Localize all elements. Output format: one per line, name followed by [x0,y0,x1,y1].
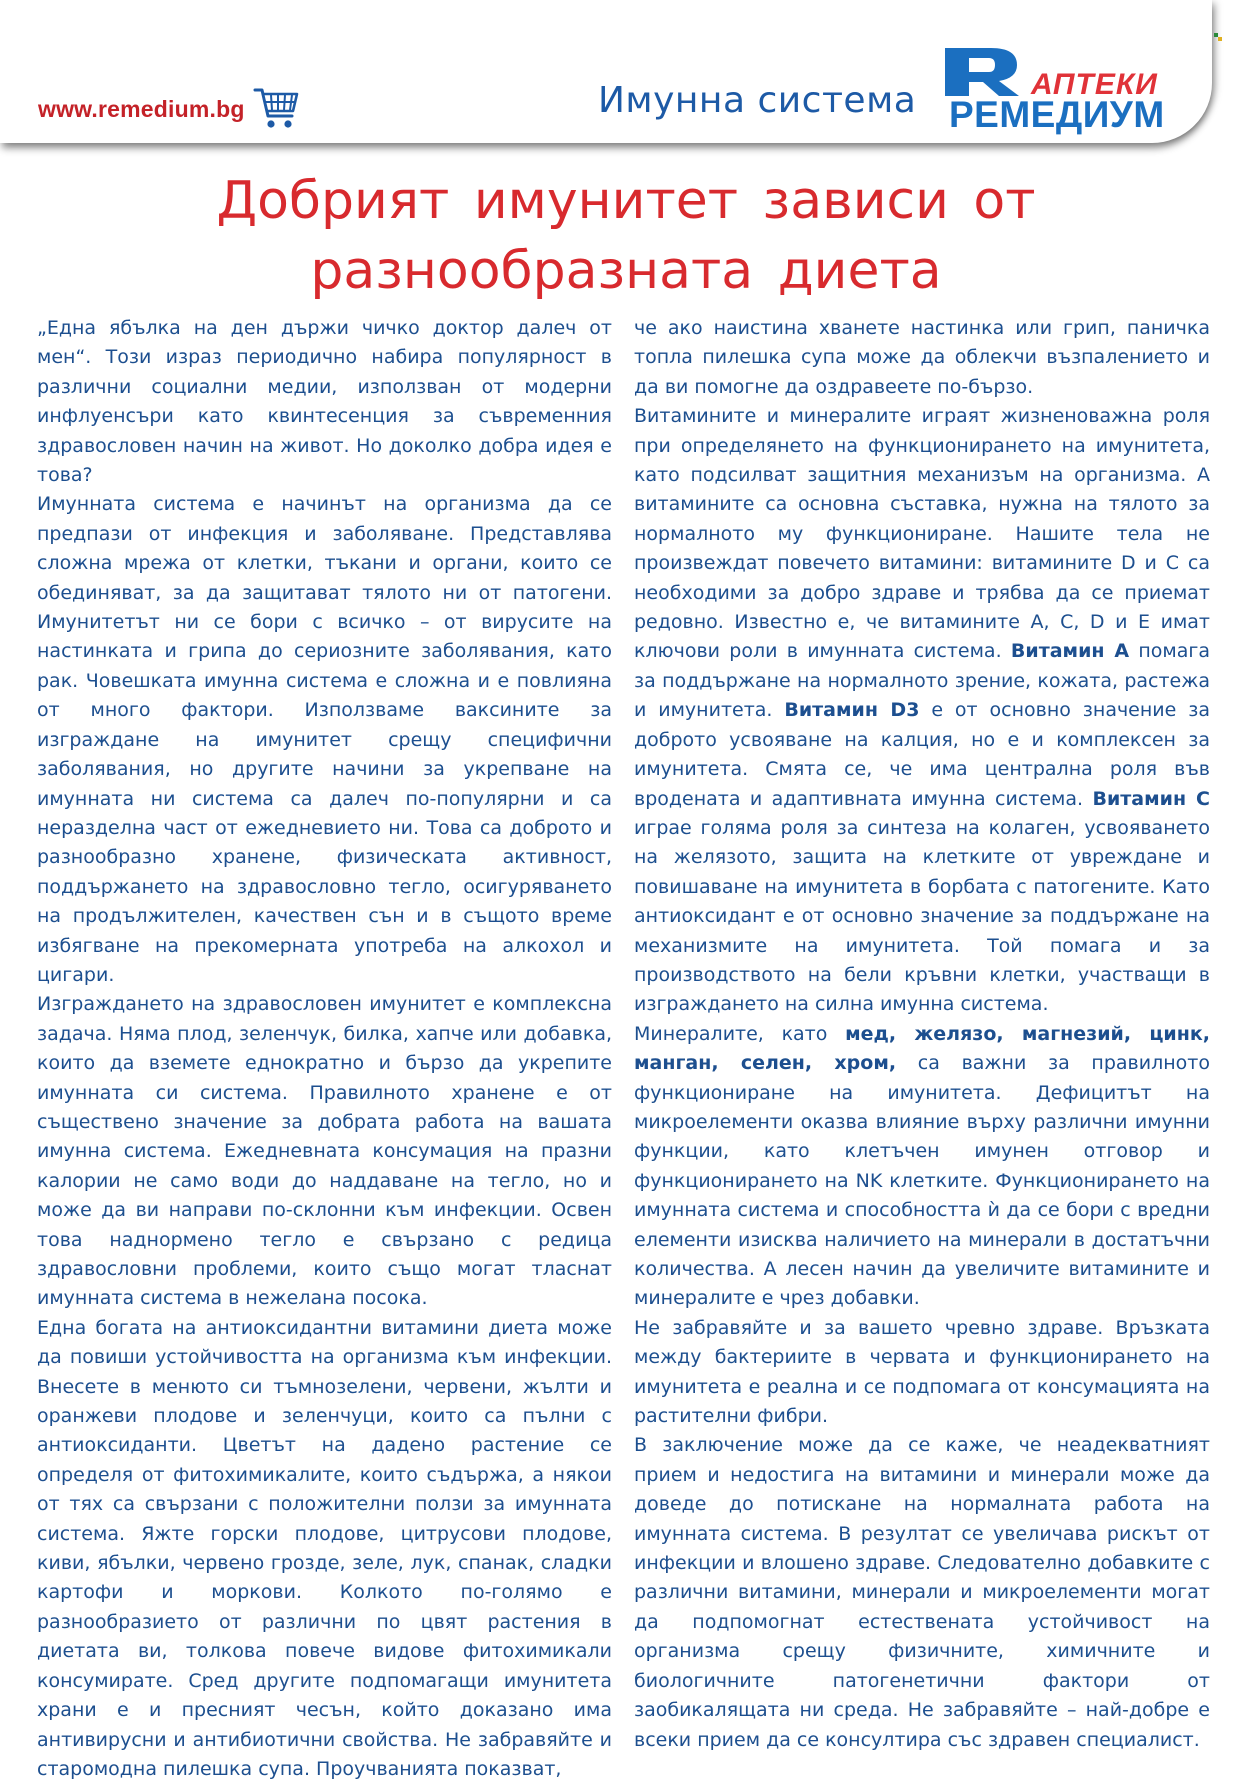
text-run: играе голяма роля за синтеза на колаген, усвояването на желязото, защита на клетките от увреждане и повишаване на имунитета в борбата с патогените. Като антиоксидант е от основно значение за поддържане на механизмите на имунитета. Той помага и за производството на бели кръвни клетки, участващи в изграждането на силна имунна система. [634,816,1210,1016]
article-title-line2: разнообразната диета [310,241,942,301]
text-run: са важни за правилното функциониране на имунитета. Дефицитът на микроелементи оказва влияние върху различни имунни функции, като клетъчен имунен отговор и функционирането на NK клетките. Функционирането на имунната система и способността ѝ да се бори с вредни елементи изисква наличието на минерали в достатъчни количества. А лесен начин да увеличите витамините и минералите е чрез добавки. [634,1052,1210,1310]
text-run: е от основно значение за доброто усвояване на калция, но е и комплексен за имунитета. Смята се, че има централна роля във вродената и адаптивната имунна система. [634,699,1210,810]
paragraph: Не забравяйте и за вашето чревно здраве. Връзката между бактериите в червата и функционирането на имунитета е реална и се подпомага от консумацията на растителни фибри. [634,1316,1210,1428]
logo-r-mark [943,46,1033,98]
remedium-logo[interactable] [943,46,1191,138]
paragraph: Една богата на антиоксидантни витамини диета може да повиши устойчивостта на организма към инфекции. Внесете в менюто си тъмнозелени, червени, жълти и оранжеви плодове и зеленчуци, които са пълни с антиоксиданти. Цветът на дадено растение се определя от фитохимикалите, които съдържа, а някои от тях са свързани с положителни ползи за имунната система. Яжте горски плодове, цитрусови плодове, киви, ябълки, червено грозде, зеле, лук, спанак, сладки картофи и моркови. Колкото по-голямо е разнообразието от различни по цвят растения в диетата ви, толкова повече видове фитохимикали консумирате. Сред другите подпомагащи имунитета храни е и пресният чесън, който доказано има антивирусни и антибиотични свойства. Не забравяйте и старомодна пилешка супа. Проучванията показват, [37,1316,612,1780]
page-header [0,0,1212,143]
text-run: помага за поддържане на нормалното зрение, кожата, растежа и имунитета. [634,640,1210,722]
text-run: Минералите, като [634,1022,828,1045]
vitamin-c-highlight: Витамин C [1092,787,1210,810]
shopping-cart-icon[interactable] [253,85,299,136]
corner-mark-icon [1214,33,1222,41]
article-title-line1: Добрият имунитет зависи от [216,171,1036,231]
vitamin-d3-highlight: Витамин D3 [784,699,920,722]
website-link[interactable]: www.remedium.bg [38,96,245,122]
vitamin-a-highlight: Витамин A [1010,640,1130,663]
section-title: Имунна система [598,80,917,121]
paragraph: В заключение може да се каже, че неадекватният прием и недостига на витамини и минерали може да доведе до потискане на нормалната работа на имунната система. В резултат се увеличава рискът от инфекции и влошено здраве. Следователно добавките с различни витамини, минерали и микроелементи могат да подпомогнат естествената устойчивост на организма срещу физичните, химичните и биологичните патогенетични фактори от заобикалящата ни среда. Не забравяйте – най-добре е всеки прием да се консултира със здравен специалист. [634,1434,1210,1751]
paragraph: че ако наистина хванете настинка или грип, паничка топла пилешка супа може да облекчи възпалението и да ви помогне да оздравеете по-бързо. [634,317,1210,398]
paragraph: Изграждането на здравословен имунитет е комплексна задача. Няма плод, зеленчук, билка, хапче или добавка, които да вземете еднократно и бързо да укрепите имунната си система. Правилното хранене е от съществено значение за добрата работа на вашата имунна система. Ежедневната консумация на празни калории не само води до наддаване на тегло, но и може да ви направи по-склонни към инфекции. Освен това наднормено тегло е свързано с редица здравословни проблеми, които също могат тласнат имунната система в нежелана посока. [37,993,612,1310]
paragraph: „Една ябълка на ден държи чичко доктор далеч от мен“. Този израз периодично набира популярност в различни социални медии, използван от модерни инфлуенсъри като квинтесенция за съвременния здравословен начин на живот. Но доколко добра идея е това? [37,317,612,487]
logo-top-text: АПТЕКИ [1031,68,1158,101]
logo-bottom-text: РЕМЕДИУМ [949,94,1165,135]
paragraph-minerals [634,1020,1210,1314]
minerals-highlight: мед, желязо, магнезий, цинк, манган, селен, хром, [634,1022,1210,1075]
article-column-left [37,314,612,1784]
paragraph-vitamins [634,402,1210,1020]
article-column-right [634,314,1210,1755]
text-run: Витамините и минералите играят жизненоважна роля при определянето на функционирането на имунитета, като подсилват защитния механизъм на организма. А витамините са основна съставка, нужна на тялото за нормалното му функциониране. Нашите тела не произвеждат повечето витамини: витамините D и C са необходими за добро здраве и трябва да се приемат редовно. Известно е, че витамините A, C, D и E имат ключови роли в имунната система. [634,405,1210,663]
paragraph: Имунната система е начинът на организма да се предпази от инфекция и заболяване. Представлява сложна мрежа от клетки, тъкани и органи, които се обединяват, за да защитават тялото ни от патогени. Имунитетът ни се бори с всичко – от вирусите на настинката и грипа до сериозните заболявания, като рак. Човешката имунна система е сложна и е повлияна от много фактори. Използваме ваксините за изграждане на имунитет срещу специфични заболявания, но другите начини за укрепване на имунната ни система са далеч по-популярни и са неразделна част от ежедневието ни. Това са доброто и разнообразно хранене, физическата активност, поддържането на здравословно тегло, осигуряването на продължителен, качествен сън и в същото време избягване на прекомерната употреба на алкохол и цигари. [37,493,612,986]
